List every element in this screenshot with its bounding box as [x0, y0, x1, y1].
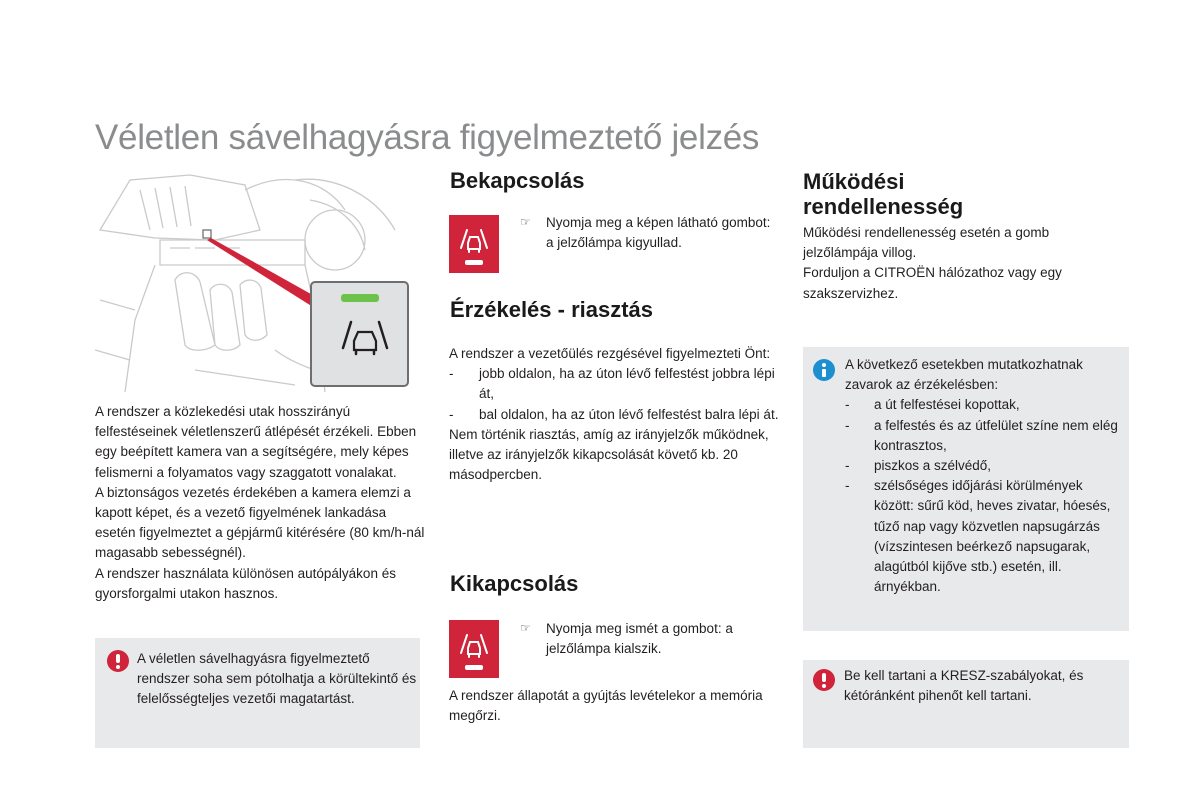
left-paragraph-1: A rendszer a közlekedési utak hosszirányú felfestéseinek véletlenszerű átlépését érzékeli. Ebben egy beépített kamera van a segítségére, mely képes felismerni a folyamatos vagy szaggatott vonalakat.: [95, 404, 417, 480]
heading-kikapcsolas: Kikapcsolás: [450, 571, 579, 596]
info-box: [803, 347, 1129, 631]
hand-bullet-icon: ☞: [520, 621, 531, 635]
lane-departure-button-on: [449, 215, 499, 273]
lane-departure-icon: [449, 215, 499, 273]
list-item: - piszkos a szélvédő,: [845, 456, 1125, 476]
heading-mukodesi-rendellenesseg: [803, 169, 1103, 219]
left-paragraph-3: A rendszer használata különösen autópályákon és gyorsforgalmi utakon hasznos.: [95, 565, 396, 601]
info-icon: [813, 359, 835, 381]
kikapcsolas-note: A rendszer állapotát a gyújtás levételekor a memória megőrzi.: [449, 688, 763, 724]
erzekeles-outro: Nem történik riasztás, amíg az irányjelzők működnek, illetve az irányjelzők kikapcsolását követő kb. 20 másodpercben.: [449, 426, 769, 483]
mukodesi-body: [803, 223, 1123, 304]
left-description: [95, 402, 425, 604]
info-list: [845, 395, 1125, 597]
page-title: Véletlen sávelhagyásra figyelmeztető jelzés: [95, 118, 760, 157]
mukodesi-text-1: Működési rendellenesség esetén a gomb jelzőlámpája villog.: [803, 225, 1050, 261]
list-item: - jobb oldalon, ha az úton lévő felfestést jobbra lépi át,: [449, 364, 784, 404]
heading-erzekeles: Érzékelés - riasztás: [450, 297, 654, 322]
list-item: - a felfestés és az útfelület színe nem elég kontrasztos,: [845, 416, 1125, 456]
warning-box-left: [95, 638, 420, 748]
heading-bekapcsolas: Bekapcsolás: [450, 168, 585, 193]
exclamation-icon: [813, 669, 835, 691]
dashboard-illustration: [95, 170, 420, 392]
list-item: - bal oldalon, ha az úton lévő felfestést balra lépi át.: [449, 405, 784, 425]
warning-box-right: [803, 660, 1129, 748]
heading-line-1: Működési: [803, 169, 905, 194]
erzekeles-intro: A rendszer a vezetőülés rezgésével figyelmezteti Önt:: [449, 346, 771, 361]
info-intro: A következő esetekben mutatkozhatnak zavarok az érzékelésben:: [845, 357, 1083, 393]
heading-line-2: rendellenesség: [803, 194, 964, 219]
warning-text-right: Be kell tartani a KRESZ-szabályokat, és kétóránként pihenőt kell tartani.: [844, 668, 1084, 704]
erzekeles-list: [449, 364, 784, 425]
lane-departure-icon: [449, 620, 499, 678]
list-item: - a út felfestései kopottak,: [845, 395, 1125, 415]
kikapcsolas-text: Nyomja meg ismét a gombot: a jelzőlámpa kialszik.: [546, 621, 733, 657]
mukodesi-text-2: Forduljon a CITROËN hálózathoz vagy egy szakszervizhez.: [803, 265, 1062, 301]
lane-departure-button-off: [449, 620, 499, 678]
list-item: - szélsőséges időjárási körülmények között: sűrű köd, heves zivatar, hóesés, tűző nap vagy közvetlen napsugárzás (vízszintesen beérkező napsugarak, alagútból kijőve stb.) esetén, ill. árnyékban.: [845, 476, 1125, 597]
warning-text-left: A véletlen sávelhagyásra figyelmeztető rendszer soha sem pótolhatja a körültekintő és felelősségteljes vezetői magatartást.: [137, 651, 417, 707]
erzekeles-body: [449, 344, 784, 485]
bekapcsolas-text: Nyomja meg a képen látható gombot: a jelzőlámpa kigyullad.: [546, 215, 771, 251]
exclamation-icon: [107, 650, 129, 672]
hand-bullet-icon: ☞: [520, 215, 531, 229]
info-text: [845, 355, 1125, 597]
left-paragraph-2: A biztonságos vezetés érdekében a kamera elemzi a kapott képet, és a vezető figyelmének lankadása esetén figyelmeztet a gépjármű kitérésére (80 km/h-nál magasabb sebességnél).: [95, 484, 425, 561]
